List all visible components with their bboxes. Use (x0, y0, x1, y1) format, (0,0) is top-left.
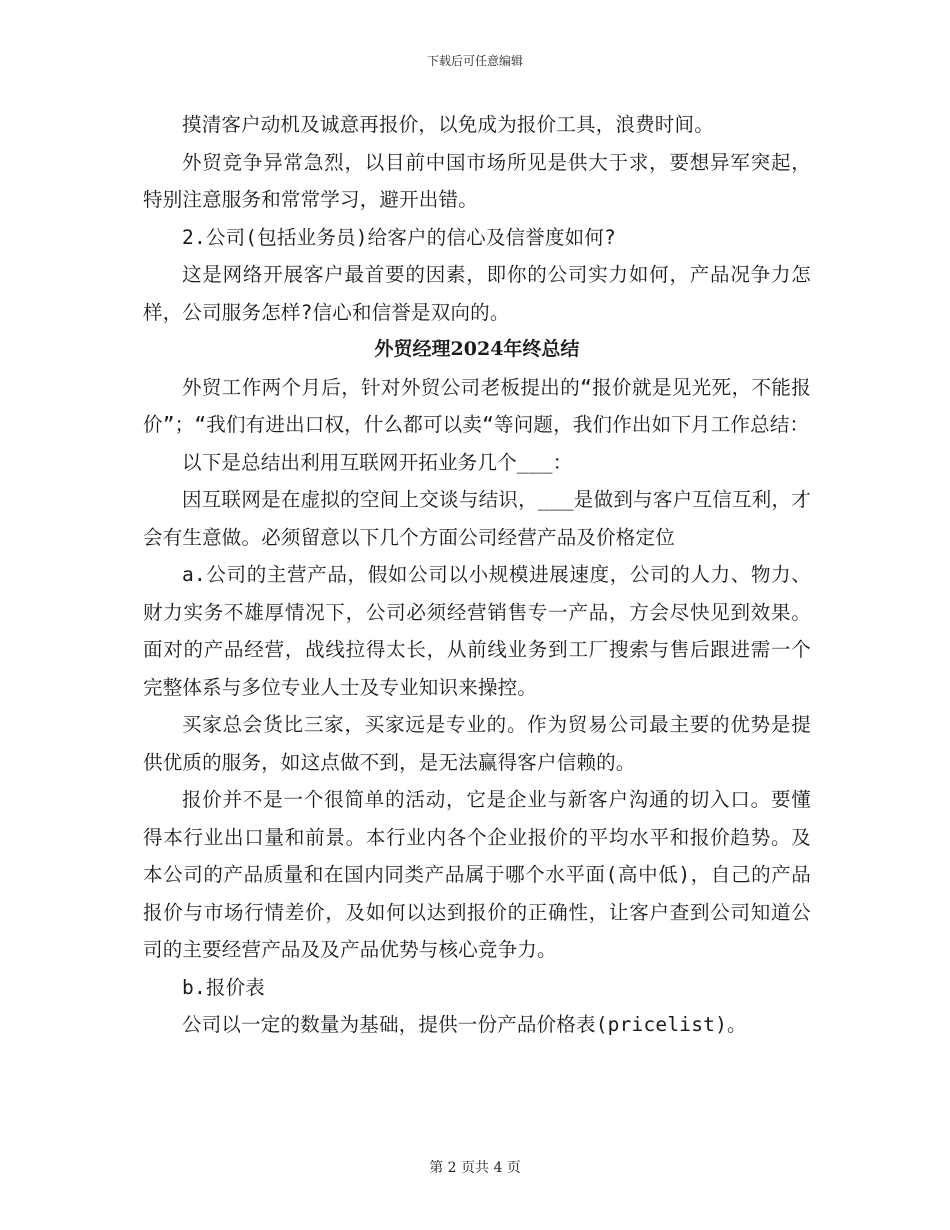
paragraph: 这是网络开展客户最首要的因素，即你的公司实力如何，产品况争力怎样，公司服务怎样?信心和信誉是双向的。 (143, 263, 811, 324)
paragraph: 以下是总结出利用互联网开拓业务几个___： (182, 450, 573, 474)
paragraph: 2.公司(包括业务员)给客户的信心及信誉度如何? (182, 225, 617, 249)
paragraph: a.公司的主营产品，假如公司以小规模进展速度，公司的人力、物力、财力实务不雄厚情况下，公司必须经营销售专一产品，方会尽快见到效果。面对的产品经营，战线拉得太长，从前线业务到工厂搜索与售后跟进需一个完整体系与多位专业人士及专业知识来操控。 (143, 563, 811, 699)
paragraph: 摸清客户动机及诚意再报价，以免成为报价工具，浪费时间。 (182, 113, 714, 136)
document-body (143, 106, 811, 1044)
paragraph: 因互联网是在虚拟的空间上交谈与结识，___是做到与客户互信互利，才会有生意做。必须留意以下几个方面公司经营产品及价格定位 (143, 488, 811, 549)
paragraph: b.报价表 (182, 975, 265, 999)
paragraph: 公司以一定的数量为基础，提供一份产品价格表(pricelist)。 (182, 1013, 747, 1036)
paragraph: 买家总会货比三家，买家远是专业的。作为贸易公司最主要的优势是提供优质的服务，如这点做不到，是无法赢得客户信赖的。 (143, 713, 811, 774)
paragraph: 外贸工作两个月后，针对外贸公司老板提出的“报价就是见光死，不能报价”；“我们有进出口权，什么都可以卖“等问题，我们作出如下月工作总结： (143, 375, 811, 436)
page-header: 下载后可任意编辑 (426, 54, 523, 68)
page-footer: 第 2 页共 4 页 (429, 1160, 521, 1176)
paragraph: 外贸竞争异常急烈，以目前中国市场所见是供大于求，要想异军突起，特别注意服务和常常学习，避开出错。 (143, 150, 811, 211)
section-title: 外贸经理2024年终总结 (374, 338, 580, 360)
paragraph: 报价并不是一个很简单的活动，它是企业与新客户沟通的切入口。要懂得本行业出口量和前景。本行业内各个企业报价的平均水平和报价趋势。及本公司的产品质量和在国内同类产品属于哪个水平面(高中低)，自己的产品报价与市场行情差价，及如何以达到报价的正确性，让客户查到公司知道公司的主要经营产品及及产品优势与核心竞争力。 (143, 788, 811, 961)
